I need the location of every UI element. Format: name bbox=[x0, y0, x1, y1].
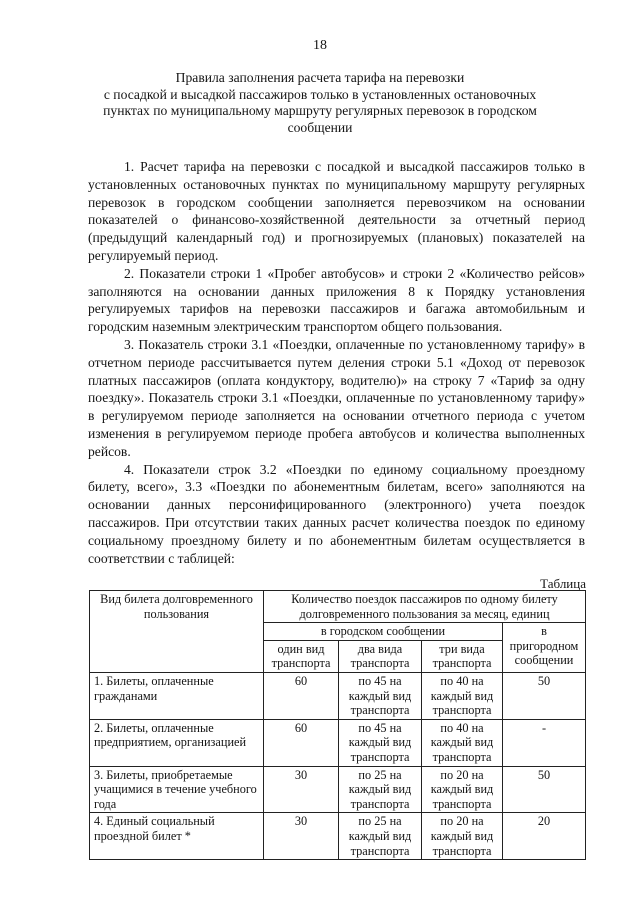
document-title bbox=[90, 70, 550, 136]
header-city: в городском сообщении bbox=[264, 623, 503, 641]
ticket-type-cell: 3. Билеты, приобретаемые учащимися в течение учебного года bbox=[90, 766, 264, 813]
one-type-cell: 60 bbox=[264, 672, 339, 719]
one-type-cell: 60 bbox=[264, 719, 339, 766]
paragraph: 2. Показатели строки 1 «Пробег автобусов» и строки 2 «Количество рейсов» заполняются на основании данных приложения 8 к Порядку установления регулируемых тарифов на перевозки пассажиров и багажа автомобильным и городским наземным электрическим транспортом общего пользования. bbox=[88, 265, 585, 335]
ticket-type-cell: 2. Билеты, оплаченные предприятием, организацией bbox=[90, 719, 264, 766]
table-header-row bbox=[90, 591, 586, 623]
two-types-cell: по 45 на каждый вид транспорта bbox=[339, 719, 422, 766]
table-row bbox=[90, 766, 586, 813]
trips-table bbox=[89, 590, 586, 860]
header-three-types: три вида транспорта bbox=[422, 640, 503, 672]
three-types-cell: по 40 на каждый вид транспорта bbox=[422, 672, 503, 719]
table-row bbox=[90, 672, 586, 719]
title-line: с посадкой и высадкой пассажиров только в установленных остановочных bbox=[103, 86, 537, 102]
paragraph: 4. Показатели строк 3.2 «Поездки по единому социальному проездному билету, всего», 3.3 «Поездки по абонементным билетам, всего» заполняются на основании данных персонифицированного (электронного) учета поездок пассажиров. При отсутствии таких данных расчет количества поездок по единому социальному проездному билету и по абонементным билетам осуществляется в соответствии с таблицей: bbox=[88, 461, 585, 566]
header-suburban: в пригородном сообщении bbox=[503, 623, 586, 673]
three-types-cell: по 20 на каждый вид транспорта bbox=[422, 766, 503, 813]
three-types-cell: по 20 на каждый вид транспорта bbox=[422, 813, 503, 860]
title-line: Правила заполнения расчета тарифа на перевозки bbox=[175, 70, 465, 85]
table-row bbox=[90, 719, 586, 766]
table-row bbox=[90, 813, 586, 860]
header-two-types: два вида транспорта bbox=[339, 640, 422, 672]
header-one-type: один вид транспорта bbox=[264, 640, 339, 672]
suburban-cell: 50 bbox=[503, 672, 586, 719]
header-ticket-type: Вид билета долговременного пользования bbox=[90, 591, 264, 673]
suburban-cell: - bbox=[503, 719, 586, 766]
body-text bbox=[88, 158, 585, 567]
two-types-cell: по 45 на каждый вид транспорта bbox=[339, 672, 422, 719]
one-type-cell: 30 bbox=[264, 813, 339, 860]
paragraph: 1. Расчет тарифа на перевозки с посадкой и высадкой пассажиров только в установленных остановочных пунктах по муниципальному маршруту регулярных перевозок в городском сообщении заполняется перевозчиком на основании показателей о финансово-хозяйственной деятельности за отчетный период (предыдущий календарный год) и прогнозируемых (плановых) показателей на регулируемый период. bbox=[88, 159, 585, 263]
one-type-cell: 30 bbox=[264, 766, 339, 813]
suburban-cell: 20 bbox=[503, 813, 586, 860]
title-line: сообщении bbox=[287, 119, 353, 135]
title-line: пунктах по муниципальному маршруту регулярных перевозок в городском bbox=[103, 103, 537, 118]
ticket-type-cell: 4. Единый социальный проездной билет * bbox=[90, 813, 264, 860]
suburban-cell: 50 bbox=[503, 766, 586, 813]
header-trips-count: Количество поездок пассажиров по одному билету долговременного пользования за месяц, единиц bbox=[264, 591, 586, 623]
two-types-cell: по 25 на каждый вид транспорта bbox=[339, 813, 422, 860]
two-types-cell: по 25 на каждый вид транспорта bbox=[339, 766, 422, 813]
ticket-type-cell: 1. Билеты, оплаченные гражданами bbox=[90, 672, 264, 719]
page-number: 18 bbox=[313, 38, 327, 53]
paragraph: 3. Показатель строки 3.1 «Поездки, оплаченные по установленному тарифу» в отчетном периоде рассчитывается путем деления строки 5.1 «Доход от перевозок платных пассажиров (оплата кондуктору, водителю)» на строку 7 «Тариф за одну поездку». Показатель строки 3.1 «Поездки, оплаченные по установленному тарифу» в регулируемом периоде заполняется на основании отчетного периода с учетом изменения в регулируемом периоде пробега автобусов и количества выполненных рейсов. bbox=[88, 336, 585, 459]
table-caption: Таблица bbox=[540, 576, 586, 591]
three-types-cell: по 40 на каждый вид транспорта bbox=[422, 719, 503, 766]
